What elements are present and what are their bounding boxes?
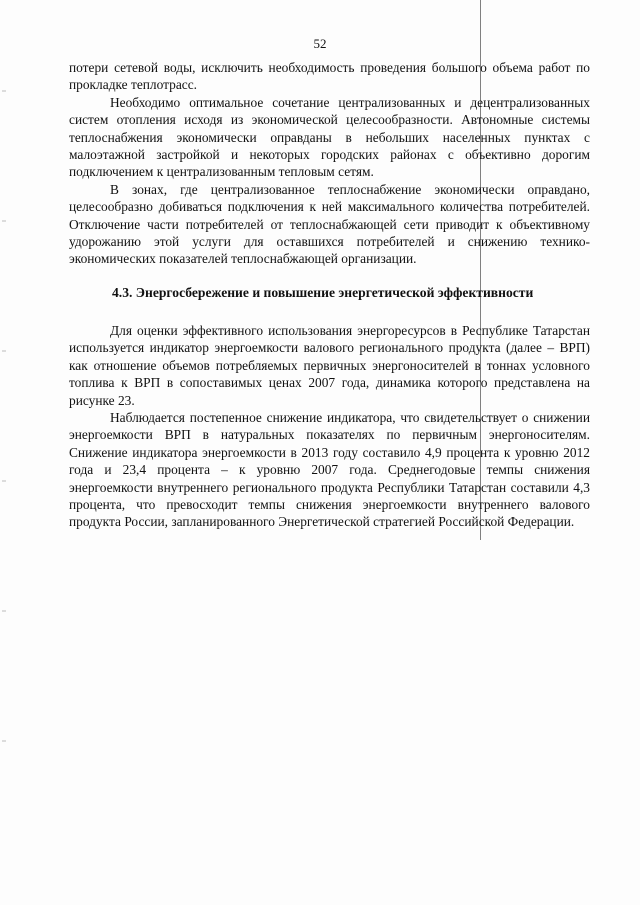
section-text xyxy=(69,322,590,531)
paragraph: Для оценки эффективного использования энергоресурсов в Республике Татарстан используется индикатор энергоемкости валового регионального продукта (далее – ВРП) как отношение объемов потребляемых первичных энергоносителей в тоннах условного топлива к ВРП в сопоставимых ценах 2007 года, динамика которого представлена на рисунке 23. xyxy=(69,323,590,408)
paragraph: В зонах, где централизованное теплоснабжение экономически оправдано, целесообразно добиваться подключения к ней максимального количества потребителей. Отключение части потребителей от теплоснабжающей сети приводит к объективному удорожанию этой услуги для оставшихся потребителей и снижению технико-экономических показателей теплоснабжающей организации. xyxy=(69,181,590,267)
paragraph: потери сетевой воды, исключить необходимость проведения большого объема работ по прокладке теплотрасс. xyxy=(69,60,590,93)
scan-edge-marks xyxy=(2,30,6,790)
page-number: 52 xyxy=(313,36,327,51)
paragraph: Необходимо оптимальное сочетание централизованных и децентрализованных систем отопления исходя из экономической целесообразности. Автономные системы теплоснабжения экономически оправданы в небольших населенных пунктах с малоэтажной застройкой и некоторых городских районах с объективно дорогим подключением к централизованным тепловым сетям. xyxy=(69,94,590,180)
paragraph: Наблюдается постепенное снижение индикатора, что свидетельствует о снижении энергоемкости ВРП в натуральных показателях по первичным энергоносителям. Снижение индикатора энергоемкости в 2013 году составило 4,9 процента к уровню 2012 года и 23,4 процента – к уровню 2007 года. Среднегодовые темпы снижения энергоемкости внутреннего регионального продукта Республики Татарстан составили 4,3 процента, что превосходит темпы снижения энергоемкости внутреннего валового продукта России, запланированного Энергетической стратегией Российской Федерации. xyxy=(69,410,590,530)
section-heading: 4.3. Энергосбережение и повышение энергетической эффективности xyxy=(112,285,534,300)
intro-text xyxy=(69,59,590,268)
